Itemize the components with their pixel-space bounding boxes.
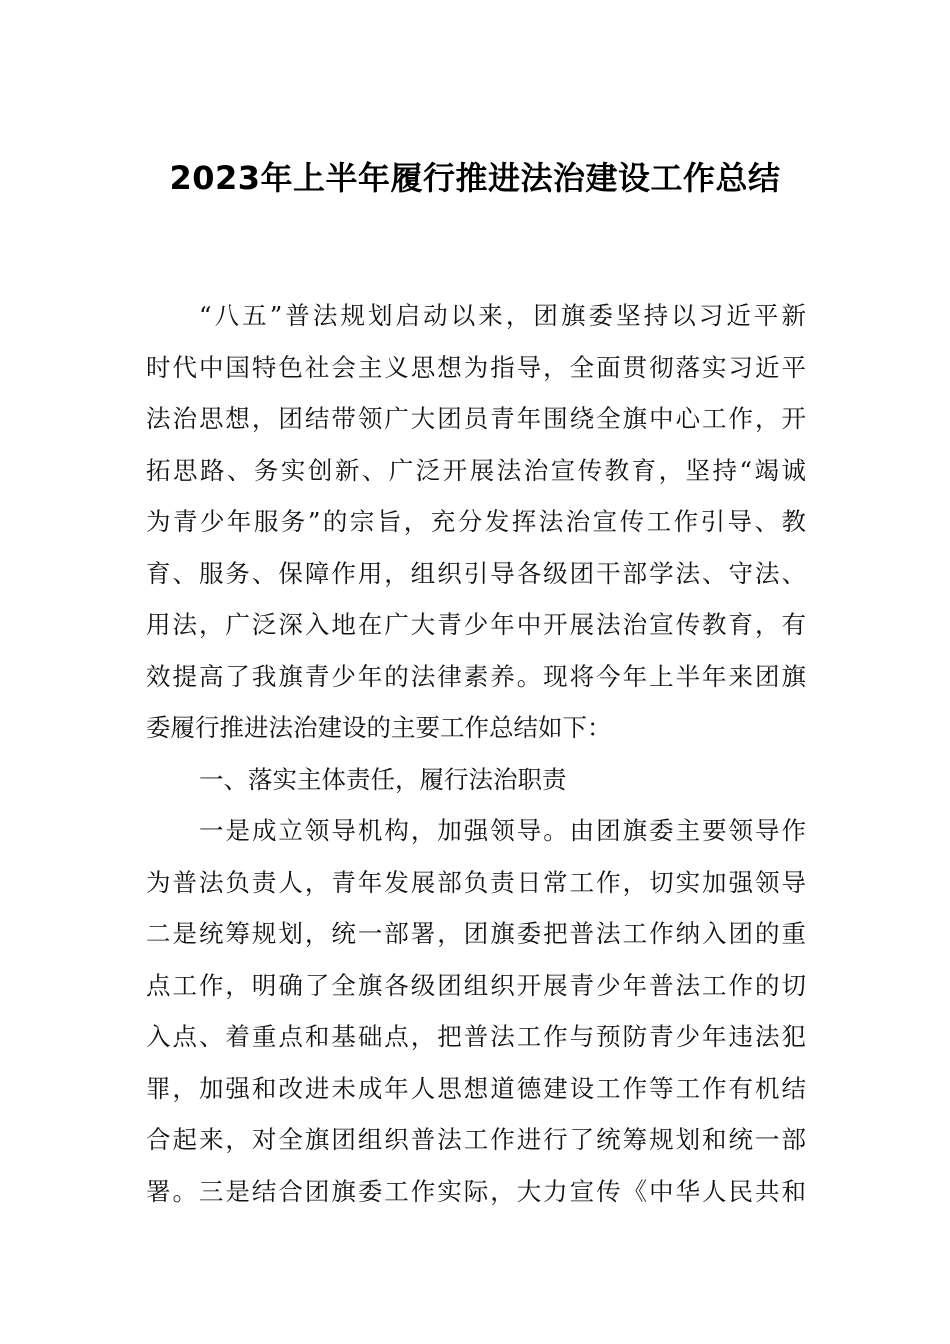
paragraph-intro-line: 委履行推进法治建设的主要工作总结如下： (146, 713, 612, 742)
paragraph-section-line: 署。三是结合团旗委工作实际，大力宣传《中华人民共和 (146, 1176, 806, 1206)
paragraph-section-line: 合起来，对全旗团组织普法工作进行了统筹规划和统一部 (146, 1125, 806, 1154)
section-heading: 一、落实主体责任，履行法治职责 (199, 764, 567, 794)
paragraph-intro-line: 时代中国特色社会主义思想为指导，全面贯彻落实习近平 (146, 352, 806, 382)
paragraph-intro-line: “八五”普法规划启动以来，团旗委坚持以习近平新 (199, 301, 806, 330)
paragraph-intro-line: 用法，广泛深入地在广大青少年中开展法治宣传教育，有 (146, 610, 806, 639)
paragraph-intro-line: 法治思想，团结带领广大团员青年围绕全旗中心工作，开 (146, 404, 806, 433)
paragraph-section-line: 罪，加强和改进未成年人思想道德建设工作等工作有机结 (146, 1073, 806, 1103)
paragraph-section-line: 为普法负责人，青年发展部负责日常工作，切实加强领导 (146, 867, 806, 897)
paragraph-section-line: 入点、着重点和基础点，把普法工作与预防青少年违法犯 (146, 1022, 806, 1051)
paragraph-section-line: 点工作，明确了全旗各级团组织开展青少年普法工作的切 (146, 970, 806, 1000)
document-title: 2023年上半年履行推进法治建设工作总结 (169, 159, 781, 197)
paragraph-intro-line: 效提高了我旗青少年的法律素养。现将今年上半年来团旗 (146, 661, 806, 691)
paragraph-intro-line: 育、服务、保障作用，组织引导各级团干部学法、守法、 (146, 558, 806, 588)
paragraph-intro-line: 拓思路、务实创新、广泛开展法治宣传教育，坚持“竭诚 (146, 455, 806, 485)
document-body (146, 290, 806, 1217)
paragraph-intro-line: 为青少年服务”的宗旨，充分发挥法治宣传工作引导、教 (146, 507, 806, 536)
paragraph-section-line: 一是成立领导机构，加强领导。由团旗委主要领导作 (199, 816, 806, 845)
paragraph-section-line: 二是统筹规划，统一部署，团旗委把普法工作纳入团的重 (146, 919, 806, 948)
